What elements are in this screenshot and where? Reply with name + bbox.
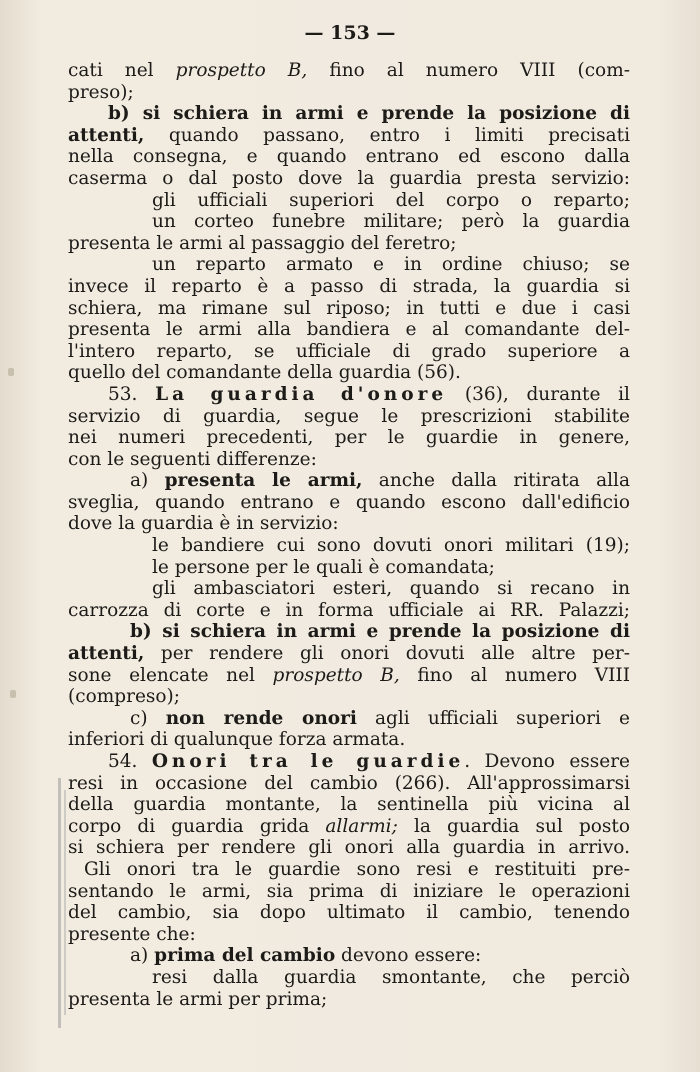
text-line: attenti, per rendere gli onori dovuti alle altre per- xyxy=(68,643,630,665)
text-line: gli ufficiali superiori del corpo o reparto; xyxy=(152,189,630,211)
text-line: schiera, ma rimane sul riposo; in tutti e due i casi xyxy=(68,297,630,319)
text-line: a) prima del cambio devono essere: xyxy=(130,945,482,967)
text-line: si schiera per rendere gli onori alla guardia in arrivo. xyxy=(68,837,630,859)
text-line: servizio di guardia, segue le prescrizioni stabilite xyxy=(68,405,630,427)
text-line: resi dalla guardia smontante, che perciò xyxy=(152,966,630,988)
text-line: inferiori di qualunque forza armata. xyxy=(68,729,406,751)
text-line: cati nel prospetto B, fino al numero VIII (com- xyxy=(68,60,630,81)
page-body-text xyxy=(68,60,630,1010)
text-line: le persone per le quali è comandata; xyxy=(152,556,495,578)
text-line: presenta le armi alla bandiera e al comandante del- xyxy=(68,319,630,341)
section-heading-line: 53. La guardia d'onore (36), durante il xyxy=(108,383,630,405)
text-line: un reparto armato e in ordine chiuso; se xyxy=(152,254,630,276)
text-line: invece il reparto è a passo di strada, la guardia si xyxy=(68,275,630,297)
text-line: corpo di guardia grida allarmi; la guardia sul posto xyxy=(68,815,630,837)
text-line: a) presenta le armi, anche dalla ritirata alla xyxy=(130,470,630,492)
text-line: (compreso); xyxy=(68,686,180,708)
text-line: b) si schiera in armi e prende la posizione di xyxy=(108,103,630,125)
text-line: quello del comandante della guardia (56). xyxy=(68,362,461,384)
margin-pencil-mark xyxy=(64,790,66,1015)
margin-pencil-mark xyxy=(58,778,61,1028)
text-line: caserma o dal posto dove la guardia presta servizio: xyxy=(68,167,630,189)
text-line: con le seguenti differenze: xyxy=(68,448,317,470)
text-line: nella consegna, e quando entrano ed escono dalla xyxy=(68,146,630,168)
page-number: — 153 — xyxy=(304,22,396,44)
text-line: l'intero reparto, se ufficiale di grado superiore a xyxy=(68,340,630,362)
text-line: c) non rende onori agli ufficiali superiori e xyxy=(130,707,630,729)
text-line: sone elencate nel prospetto B, fino al numero VIII xyxy=(68,664,630,686)
text-line: b) si schiera in armi e prende la posizione di xyxy=(130,621,630,643)
text-line: gli ambasciatori esteri, quando si recano in xyxy=(152,578,630,600)
text-line: presente che: xyxy=(68,923,196,945)
text-line: preso); xyxy=(68,81,134,103)
text-line: presenta le armi al passaggio del feretro; xyxy=(68,232,457,254)
text-line: le bandiere cui sono dovuti onori militari (19); xyxy=(152,535,630,557)
text-line: carrozza di corte e in forma ufficiale ai RR. Palazzi; xyxy=(68,599,630,621)
text-line: presenta le armi per prima; xyxy=(68,988,328,1010)
text-line: dove la guardia è in servizio: xyxy=(68,513,339,535)
text-line: Gli onori tra le guardie sono resi e restituiti pre- xyxy=(84,858,630,880)
text-line: attenti, quando passano, entro i limiti precisati xyxy=(68,124,630,146)
text-line: resi in occasione del cambio (266). All'approssimarsi xyxy=(68,772,630,794)
text-line: un corteo funebre militare; però la guardia xyxy=(152,211,630,233)
text-line: della guardia montante, la sentinella più vicina al xyxy=(68,794,630,816)
text-line: sentando le armi, sia prima di iniziare le operazioni xyxy=(68,880,630,902)
page-edge-stain xyxy=(8,368,14,376)
text-line: nei numeri precedenti, per le guardie in genere, xyxy=(68,427,630,449)
text-line: del cambio, sia dopo ultimato il cambio, tenendo xyxy=(68,902,630,924)
section-heading-line: 54. Onori tra le guardie. Devono essere xyxy=(108,751,630,772)
text-line: sveglia, quando entrano e quando escono dall'edificio xyxy=(68,491,630,513)
page-edge-stain xyxy=(10,690,16,698)
